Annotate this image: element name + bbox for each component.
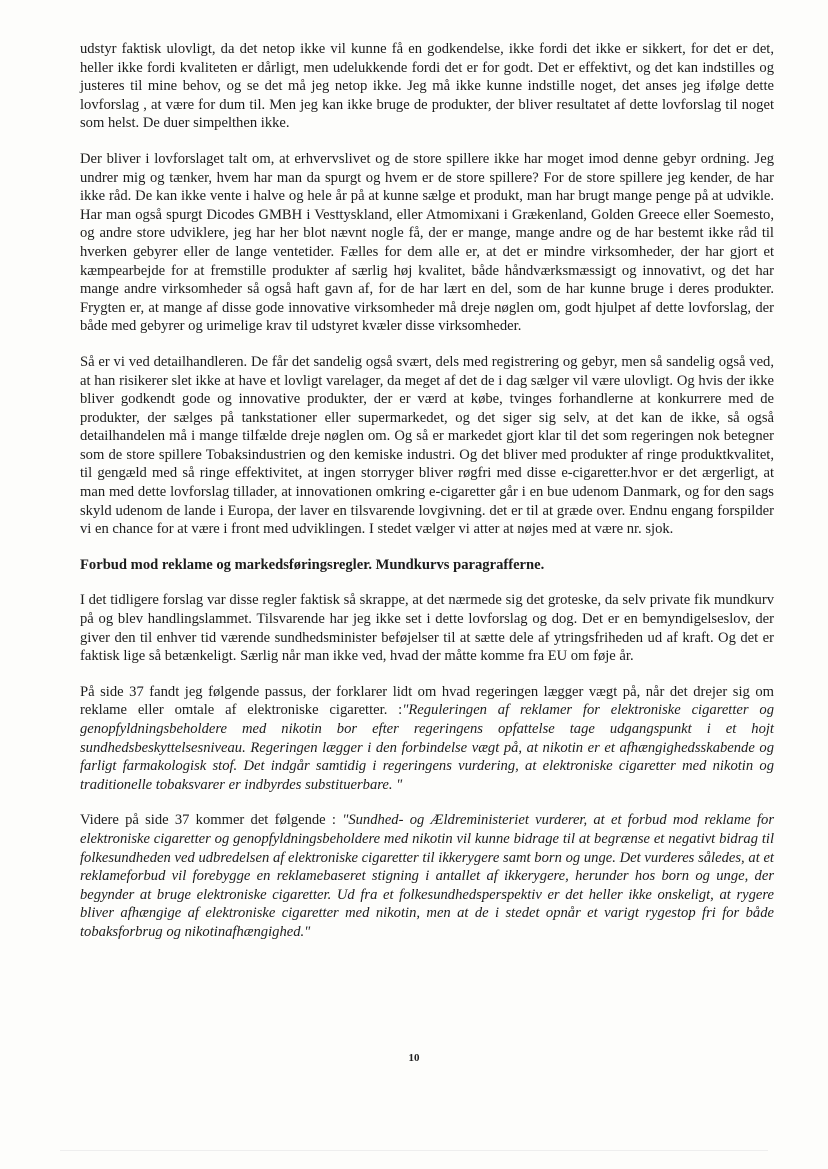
scan-edge-divider <box>60 1150 768 1151</box>
paragraph-previous-proposal: I det tidligere forslag var disse regler faktisk så skrappe, at det nærmede sig det groteske, da selv private fik mundkurv på og blev handlingslammet. Tilsvarende har jeg ikke set i dette lovforslag og dog. Det er en bemyndigelseslov, der giver den til enhver tid værende sundhedsminister beføjelser til at sætte dele af ytringsfriheden ud af kraft. Og det er faktisk lige så betænkeligt. Særlig når man ikke ved, hvad der måtte komme fra EU om føje år. <box>80 592 774 665</box>
paragraph-page37-followup <box>80 811 774 941</box>
followup-lead-text: Videre på side 37 kommer det følgende : <box>80 812 343 829</box>
section-heading: Forbud mod reklame og markedsføringsregler. Mundkurvs paragrafferne. <box>80 556 545 573</box>
page-number: 10 <box>408 1052 420 1064</box>
paragraph-equipment-illegal: udstyr faktisk ulovligt, da det netop ikke vil kunne få en godkendelse, ikke fordi det ikke er sikkert, for det er det, heller ikke fordi kvaliteten er dårligt, men udelukkende fordi det er for godt. Det er effektivt, og det kan indstilles og justeres til mine behov, og se det må jeg netop ikke. Jeg må ikke kunne indstille noget, det anses jeg ifølge dette lovforslag , at være for dum til. Men jeg kan ikke bruge de produkter, der bliver resultatet af dette lovforslag til noget som helst. De duer simpelthen ikke. <box>80 41 774 132</box>
paragraph-retailers: Så er vi ved detailhandleren. De får det sandelig også svært, dels med registrering og gebyr, men så sandelig også ved, at han risikerer slet ikke at have et lovligt varelager, da meget af det de i dag sælger vil være ulovligt. Og hvis der ikke bliver godkendt gode og innovative produkter, der er værd at købe, tvinges forhandlerne at konkurrere med de produkter, der sælges på tankstationer eller supermarkedet, og det siger sig selv, at det kan de ikke, så også detailhandelen må i mange tilfælde dreje nøglen om. Og så er markedet gjort klar til det som regeringen nok betegner som de store spillere Tobaksindustrien og den kemiske industri. Og det bliver med produkter af ringe produktkvalitet, til gengæld med så ringe effektivitet, at ingen storryger bliver røgfri med disse e-cigaretter.hvor er det ærgerligt, at man med dette lovforslag tillader, at innovationen omkring e-cigaretter går i en bue udenom Danmark, og for den sags skyld udenom de lande i Europa, der laver en tilsvarende lovgivning. det er til at græde over. Endnu engang forspilder vi en chance for at være i front med udviklingen. I stedet vælger vi atter at nøjes med at være nr. sjok. <box>80 353 774 538</box>
followup-quote: "Sundhed- og Ældreministeriet vurderer, at et forbud mod reklame for elektroniske cigaretter og genopfyldningsbeholdere med nikotin vil kunne bidrage til at begrænse et negativt bidrag til folkesundheden ved udbredelsen af elektroniske cigaretter til ikkerygere samt born og unge. Det vurderes således, at et reklameforbud vil forebygge en reklamebaseret stigning i antallet af ikkerygere, herunder hos born og unge, der begynder at bruge elektroniske cigaretter. Ud fra et folkesundhedsperspektiv er det heller ikke onskeligt, at rygere bliver afhængige af elektroniske cigaretter med nikotin, men at de i stedet opnår et varigt rygestop fri for både tobaksforbrug og nikotinafhængighed." <box>80 812 775 940</box>
paragraph-page37-passage <box>80 683 774 795</box>
passage-quote: "Reguleringen af reklamer for elektroniske cigaretter og genopfyldningsbeholdere med nikotin bor efter regeringens opfattelse tage udgangspunkt i et hojt sundhedsbeskyttelsesniveau. Regeringen lægger i den forbindelse vægt på, at nikotin er et afhængighedsskabende og farligt farmakologisk stof. Det indgår samtidig i regeringens vurdering, at elektroniske cigaretter med nikotin og traditionelle tobaksvarer er indbyrdes substituerbare. " <box>80 702 774 793</box>
document-body <box>80 40 774 959</box>
paragraph-big-players: Der bliver i lovforslaget talt om, at erhvervslivet og de store spillere ikke har moget imod denne gebyr ordning. Jeg undrer mig og tænker, hvem har man da spurgt og hvem er de store spillere? For de store spillere jeg kender, de har ikke råd. De kan ikke vente i halve og hele år på at kunne sælge et produkt, man har brugt mange penge på at udvikle. Har man også spurgt Dicodes GMBH i Vesttyskland, eller Atmomixani i Grækenland, Golden Greece eller Soemesto, og andre store udviklere, jeg har her blot nævnt nogle få, der er mange, mange andre og de har bestemt ikke råd til hverken gebyrer eller de lange ventetider. Fælles for dem alle er, at det er mindre virksomheder, der har gjort et kæmpearbejde for at fremstille produkter af særlig høj kvalitet, både håndværksmæssigt og innovativt, og det har mange andre virksomheder så også haft gavn af, for de har lært en del, som de har kunne bruge i deres produkter. Frygten er, at mange af disse gode innovative virksomheder må dreje nøglen om, godt hjulpet af dette lovforslag, der både med gebyrer og urimelige krav til udstyret kvæler disse virksomheder. <box>80 150 774 335</box>
passage-lead-text: På side 37 fandt jeg følgende passus, der forklarer lidt om hvad regeringen lægger vægt på, når det drejer sig om reklame eller omtale af elektroniske cigaretter. : <box>80 683 774 719</box>
